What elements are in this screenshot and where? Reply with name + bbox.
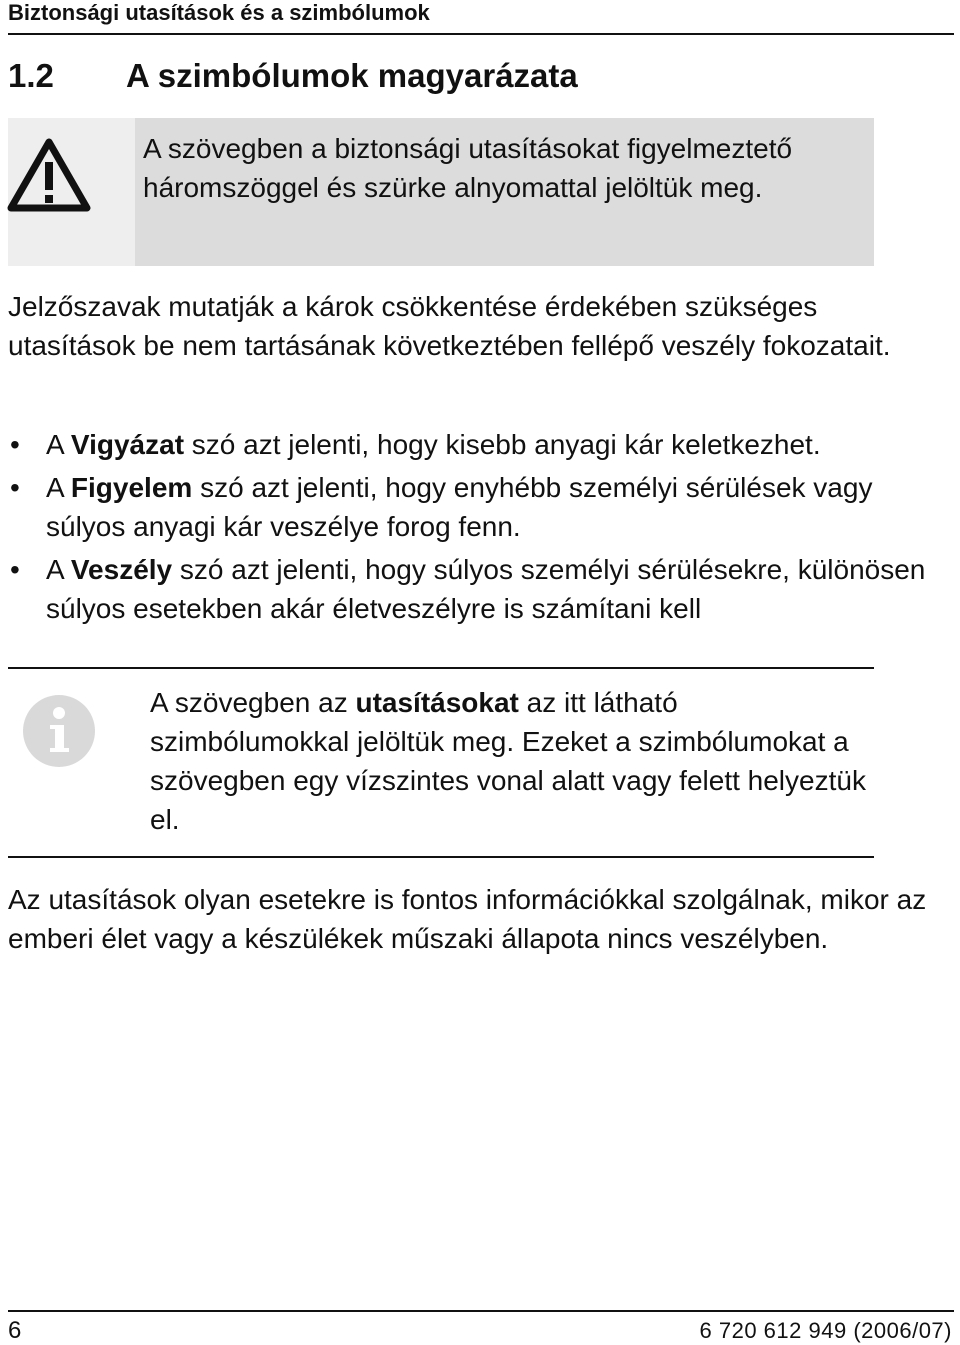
- running-header: Biztonsági utasítások és a szimbólumok: [8, 0, 430, 25]
- intro-paragraph: Jelzőszavak mutatják a károk csökkentése érdekében szükséges utasítások be nem tartásának következtében fellépő veszély fokozatait.: [8, 291, 891, 361]
- header-rule: [8, 33, 954, 35]
- section-title-text: A szimbólumok magyarázata: [126, 57, 578, 94]
- info-bottom-rule: [8, 856, 874, 858]
- list-item: [8, 468, 953, 546]
- document-number: 6 720 612 949 (2006/07): [699, 1318, 952, 1343]
- info-text-after: az itt látható szimbólumokkal jelöltük meg. Ezeket a szimbólumokat a szövegben egy vízszintes vonal alatt vagy felett helyeztük el.: [150, 687, 866, 835]
- bullet-icon: •: [10, 429, 20, 460]
- info-text: [150, 683, 870, 839]
- bullet-rest: szó azt jelenti, hogy enyhébb személyi sérülések vagy súlyos anyagi kár veszélye forog fenn.: [46, 472, 873, 542]
- footer-rule: [8, 1310, 954, 1312]
- bullet-keyword: Veszély: [70, 554, 173, 585]
- bullet-prefix: A: [46, 429, 71, 460]
- warning-text: A szövegben a biztonsági utasításokat figyelmeztető háromszöggel és szürke alnyomattal jelöltük meg.: [143, 133, 793, 203]
- section-number: 1.2: [8, 57, 54, 94]
- bullet-icon: •: [10, 472, 20, 503]
- info-text-before: A szövegben az: [150, 687, 356, 718]
- section-title: [8, 56, 578, 96]
- bullet-icon: •: [10, 554, 20, 585]
- list-item: [8, 425, 953, 464]
- info-icon: [22, 694, 96, 773]
- info-keyword: utasításokat: [355, 687, 519, 718]
- bullet-keyword: Vigyázat: [70, 429, 185, 460]
- closing-paragraph: Az utasítások olyan esetekre is fontos információkkal szolgálnak, mikor az emberi élet vagy a készülékek műszaki állapota nincs veszélyben.: [8, 884, 927, 954]
- bullet-rest: szó azt jelenti, hogy súlyos személyi sérülésekre, különösen súlyos esetekben akár életveszélyre is számítani kell: [46, 554, 926, 624]
- info-top-rule: [8, 667, 874, 669]
- bullet-prefix: A: [46, 472, 71, 503]
- bullet-rest: szó azt jelenti, hogy kisebb anyagi kár keletkezhet.: [184, 429, 821, 460]
- bullet-prefix: A: [46, 554, 71, 585]
- bullet-keyword: Figyelem: [70, 472, 193, 503]
- page-number: 6: [8, 1317, 22, 1344]
- signal-word-list: [8, 425, 953, 632]
- list-item: [8, 550, 953, 628]
- warning-triangle-icon: [7, 138, 91, 217]
